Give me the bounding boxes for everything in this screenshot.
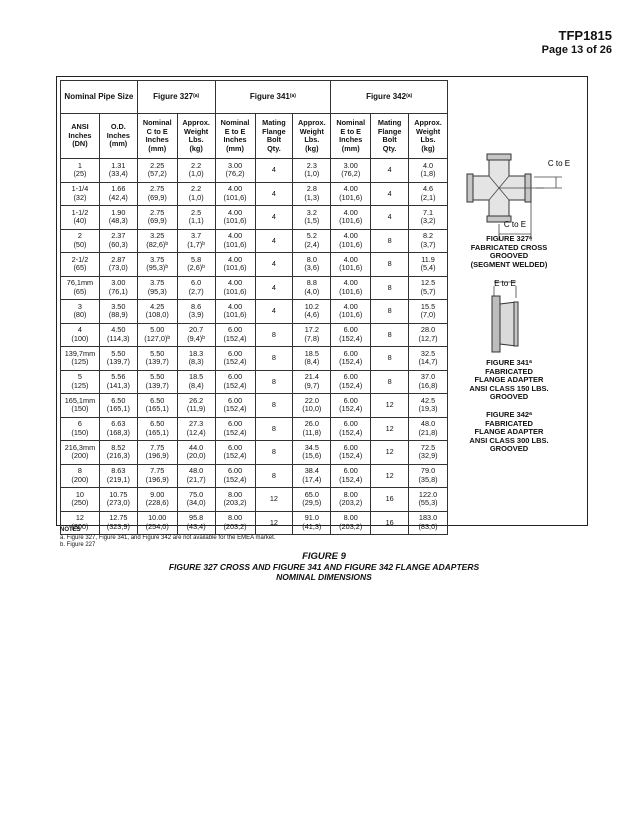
dimensions-table [60,80,448,535]
table-row [61,300,448,324]
table-cell: 8.0 (3,6) [293,253,331,277]
table-row [61,370,448,394]
table-cell: 4 [255,276,293,300]
table-cell: 8 (200) [61,464,100,488]
table-row [61,229,448,253]
table-cell: 18.5 (8,4) [177,370,215,394]
table-cell: 3.00 (76,2) [331,159,371,183]
table-cell: 9.00 (228,6) [137,488,177,512]
table-cell: 2.2 (1,0) [177,182,215,206]
table-cell: 8 [371,229,409,253]
table-cell: 2.25 (57,2) [137,159,177,183]
table-cell: 3.50 (88,9) [99,300,137,324]
table-row [61,347,448,371]
table-cell: 12 [371,464,409,488]
table-cell: 1.66 (42,4) [99,182,137,206]
table-cell: 4.6 (2,1) [409,182,448,206]
table-cell: 2.37 (60,3) [99,229,137,253]
header-figure-327: Figure 327$^{(a)}$ [137,81,215,114]
table-cell: 91.0 (41,3) [293,511,331,535]
table-cell: 3.75 (95,3) [137,276,177,300]
figure-title [60,562,588,582]
table-cell: 2.75 (69,9) [137,182,177,206]
table-cell: 8 [371,276,409,300]
table-cell: 26.2 (11,9) [177,394,215,418]
table-cell: 32.5 (14,7) [409,347,448,371]
table-cell: 18.3 (8,3) [177,347,215,371]
table-cell: 4.00 (101,6) [331,253,371,277]
table-cell: 5.50 (139,7) [137,370,177,394]
table-row [61,417,448,441]
page-number: Page 13 of 26 [541,44,612,56]
table-cell: 8.00 (203,2) [215,488,255,512]
table-cell: 8 [371,253,409,277]
table-cell: 1 (25) [61,159,100,183]
table-cell: 26.0 (11,8) [293,417,331,441]
table-cell: 4.00 (101,6) [215,276,255,300]
table-cell: 6.50 (165,1) [99,394,137,418]
table-cell: 2.87 (73,0) [99,253,137,277]
table-cell: 8.6 (3,9) [177,300,215,324]
table-cell: 76,1mm (65) [61,276,100,300]
table-cell: 4.00 (101,6) [215,300,255,324]
dim-c-to-e-bottom: C to E [503,220,527,229]
caption-figure-342: FIGURE 342$^a$ FABRICATED FLANGE ADAPTER ANSI CLASS 300 LBS. GROOVED [469,410,549,453]
table-cell: 5.50 (139,7) [137,347,177,371]
caption-figure-327: FIGURE 327$^a$ FABRICATED CROSS GROOVED (SEGMENT WELDED) [470,234,548,269]
table-cell: 72.5 (32,9) [409,441,448,465]
document-id: TFP1815 [558,28,612,43]
table-row [61,441,448,465]
table-cell: 6.0 (2,7) [177,276,215,300]
table-cell: 8.00 (203,2) [215,511,255,535]
table-cell: 8 [371,323,409,347]
table-cell: 6.00 (152,4) [331,347,371,371]
page-header [542,28,612,58]
table-cell: 4.50 (114,3) [99,323,137,347]
table-body [61,159,448,535]
table-cell: 16 [371,488,409,512]
table-cell: 8.2 (3,7) [409,229,448,253]
table-cell: 4 [255,159,293,183]
table-cell: 34.5 (15,6) [293,441,331,465]
table-cell: 2.75 (69,9) [137,206,177,230]
table-cell: 6.00 (152,4) [331,441,371,465]
table-notes [60,527,275,550]
table-cell: 3.2 (1,5) [293,206,331,230]
dim-c-to-e-right: C to E [547,159,571,168]
table-cell: 11.9 (5,4) [409,253,448,277]
table-cell: 12.5 (5,7) [409,276,448,300]
table-cell: 4 [371,182,409,206]
table-cell: 8 [255,323,293,347]
table-cell: 48.0 (21,8) [409,417,448,441]
table-cell: 7.1 (3,2) [409,206,448,230]
table-cell: 183.0 (83,0) [409,511,448,535]
table-row [61,276,448,300]
table-cell: 16 [371,511,409,535]
figure-number: FIGURE 9 [302,551,346,562]
column-header: Nominal C to E Inches (mm) [137,114,177,159]
table-cell: 2 (50) [61,229,100,253]
table-cell: 3.25 $(82,6)^b$ [137,229,177,253]
column-header: Nominal E to E Inches (mm) [331,114,371,159]
table-cell: 95.8 (43,4) [177,511,215,535]
table-cell: 4 [255,300,293,324]
table-cell: 4.00 (101,6) [215,253,255,277]
table-cell: 4.00 (101,6) [331,300,371,324]
figure-title-line2: NOMINAL DIMENSIONS [276,572,372,582]
table-cell: 75.0 (34,0) [177,488,215,512]
table-cell: 12 [371,441,409,465]
table-cell: 12 [255,488,293,512]
column-subheaders [61,114,448,159]
table-cell: 3.00 (76,1) [99,276,137,300]
table-cell: 6.50 (165,1) [137,417,177,441]
table-cell: 10.00 (254,0) [137,511,177,535]
table-cell: 6.63 (168,3) [99,417,137,441]
table-cell: 4 (100) [61,323,100,347]
table-cell: 3.75 $(95,3)^b$ [137,253,177,277]
table-cell: 12 (300) [61,511,100,535]
table-row [61,323,448,347]
table-cell: 6.00 (152,4) [331,323,371,347]
table-cell: 5.00 $(127,0)^b$ [137,323,177,347]
table-cell: 38.4 (17,4) [293,464,331,488]
table-cell: 15.5 (7,0) [409,300,448,324]
table-row [61,182,448,206]
table-cell: 4 [255,253,293,277]
column-header: Mating Flange Bolt Qty. [371,114,409,159]
table-cell: 6.00 (152,4) [331,394,371,418]
caption-figure-341: FIGURE 341$^a$ FABRICATED FLANGE ADAPTER ANSI CLASS 150 LBS. GROOVED [469,358,549,401]
table-cell: 7.75 (196,9) [137,441,177,465]
table-cell: 8 [371,300,409,324]
table-cell: 6.00 (152,4) [331,417,371,441]
table-cell: 4 [255,182,293,206]
table-cell: 5.2 (2,4) [293,229,331,253]
flange-adapter-drawing [478,272,558,354]
table-cell: 8 [371,347,409,371]
note-a: a. Figure 327, Figure 341, and Figure 342 are not available for the EMEA market. [60,534,276,541]
column-header: O.D. Inches (mm) [99,114,137,159]
table-cell: 48.0 (21,7) [177,464,215,488]
table-cell: 4 [371,206,409,230]
table-cell: 4 [255,229,293,253]
column-header: ANSI Inches (DN) [61,114,100,159]
header-nominal-pipe-size: Nominal Pipe Size [61,81,138,114]
dim-e-to-e: E to E [494,279,516,288]
table-cell: 139,7mm (125) [61,347,100,371]
table-cell: 42.5 (19,3) [409,394,448,418]
table-cell: 6.00 (152,4) [215,441,255,465]
table-cell: 65.0 (29,5) [293,488,331,512]
note-b: b. Figure 227 [60,542,96,548]
table-cell: 22.0 (10,0) [293,394,331,418]
table-cell: 79.0 (35,8) [409,464,448,488]
figure-title-line1: FIGURE 327 CROSS AND FIGURE 341 AND FIGURE 342 FLANGE ADAPTERS [168,562,480,572]
table-cell: 4.00 (101,6) [331,229,371,253]
table-cell: 18.5 (8,4) [293,347,331,371]
table-cell: 27.3 (12,4) [177,417,215,441]
table-cell: 12 [255,511,293,535]
table-cell: 8 [255,417,293,441]
column-header: Approx. Weight Lbs. (kg) [177,114,215,159]
table-cell: 2.2 (1,0) [177,159,215,183]
table-cell: 8 [255,441,293,465]
table-cell: 5.50 (139,7) [99,347,137,371]
table-cell: 8.00 (203,2) [331,488,371,512]
table-cell: 12.75 (323,9) [99,511,137,535]
table-cell: 6 (150) [61,417,100,441]
table-cell: 1.90 (48,3) [99,206,137,230]
table-cell: 8.8 (4,0) [293,276,331,300]
table-cell: 4.00 (101,6) [215,182,255,206]
table-cell: 6.00 (152,4) [215,323,255,347]
table-cell: 2.3 (1,0) [293,159,331,183]
table-cell: 216,3mm (200) [61,441,100,465]
table-cell: 12 [371,417,409,441]
table-row [61,394,448,418]
column-header: Nominal E to E Inches (mm) [215,114,255,159]
table-cell: 44.0 (20,0) [177,441,215,465]
table-cell: 4 [255,206,293,230]
table-cell: 8.00 (203,2) [331,511,371,535]
table-cell: 4 [371,159,409,183]
table-cell: 5.8 $(2,6)^b$ [177,253,215,277]
table-cell: 4.00 (101,6) [331,276,371,300]
table-cell: 4.00 (101,6) [215,206,255,230]
table-cell: 8.52 (216,3) [99,441,137,465]
table-cell: 1.31 (33,4) [99,159,137,183]
table-cell: 4.00 (101,6) [331,182,371,206]
table-cell: 122.0 (55,3) [409,488,448,512]
table-row [61,159,448,183]
table-cell: 3.7 $(1,7)^b$ [177,229,215,253]
table-cell: 37.0 (16,8) [409,370,448,394]
table-cell: 8 [255,347,293,371]
table-cell: 8 [255,370,293,394]
cross-fitting-drawing [456,146,586,246]
table-cell: 28.0 (12,7) [409,323,448,347]
table-cell: 2-1/2 (65) [61,253,100,277]
header-figure-342: Figure 342$^{(a)}$ [331,81,448,114]
table-cell: 4.00 (101,6) [331,206,371,230]
table-cell: 4.00 (101,6) [215,229,255,253]
table-cell: 6.00 (152,4) [331,370,371,394]
table-cell: 8 [255,464,293,488]
table-cell: 6.50 (165,1) [137,394,177,418]
column-header: Approx. Weight Lbs. (kg) [409,114,448,159]
table-cell: 6.00 (152,4) [215,370,255,394]
table-row [61,206,448,230]
table-cell: 8 [371,370,409,394]
table-cell: 3 (80) [61,300,100,324]
table-cell: 6.00 (152,4) [215,464,255,488]
table-cell: 165,1mm (150) [61,394,100,418]
table-row [61,253,448,277]
table-row [61,464,448,488]
table-cell: 10.75 (273,0) [99,488,137,512]
notes-heading: NOTES [60,527,81,533]
table-cell: 8.63 (219,1) [99,464,137,488]
table-cell: 1-1/4 (32) [61,182,100,206]
table-cell: 1-1/2 (40) [61,206,100,230]
table-cell: 10.2 (4,6) [293,300,331,324]
table-cell: 6.00 (152,4) [215,347,255,371]
table-cell: 7.75 (196,9) [137,464,177,488]
table-cell: 21.4 (9,7) [293,370,331,394]
table-cell: 10 (250) [61,488,100,512]
column-header: Approx. Weight Lbs. (kg) [293,114,331,159]
table-cell: 5 (125) [61,370,100,394]
table-cell: 2.8 (1,3) [293,182,331,206]
column-header: Mating Flange Bolt Qty. [255,114,293,159]
table-cell: 17.2 (7,8) [293,323,331,347]
table-cell: 6.00 (152,4) [215,394,255,418]
table-cell: 4.25 (108,0) [137,300,177,324]
table-cell: 6.00 (152,4) [215,417,255,441]
table-cell: 20.7 $(9,4)^b$ [177,323,215,347]
table-cell: 2.5 (1,1) [177,206,215,230]
header-figure-341: Figure 341$^{(a)}$ [215,81,331,114]
table-cell: 3.00 (76,2) [215,159,255,183]
table-cell: 4.0 (1,8) [409,159,448,183]
table-cell: 5.56 (141,3) [99,370,137,394]
table-cell: 6.00 (152,4) [331,464,371,488]
table-cell: 8 [255,394,293,418]
table-cell: 12 [371,394,409,418]
table-row [61,488,448,512]
